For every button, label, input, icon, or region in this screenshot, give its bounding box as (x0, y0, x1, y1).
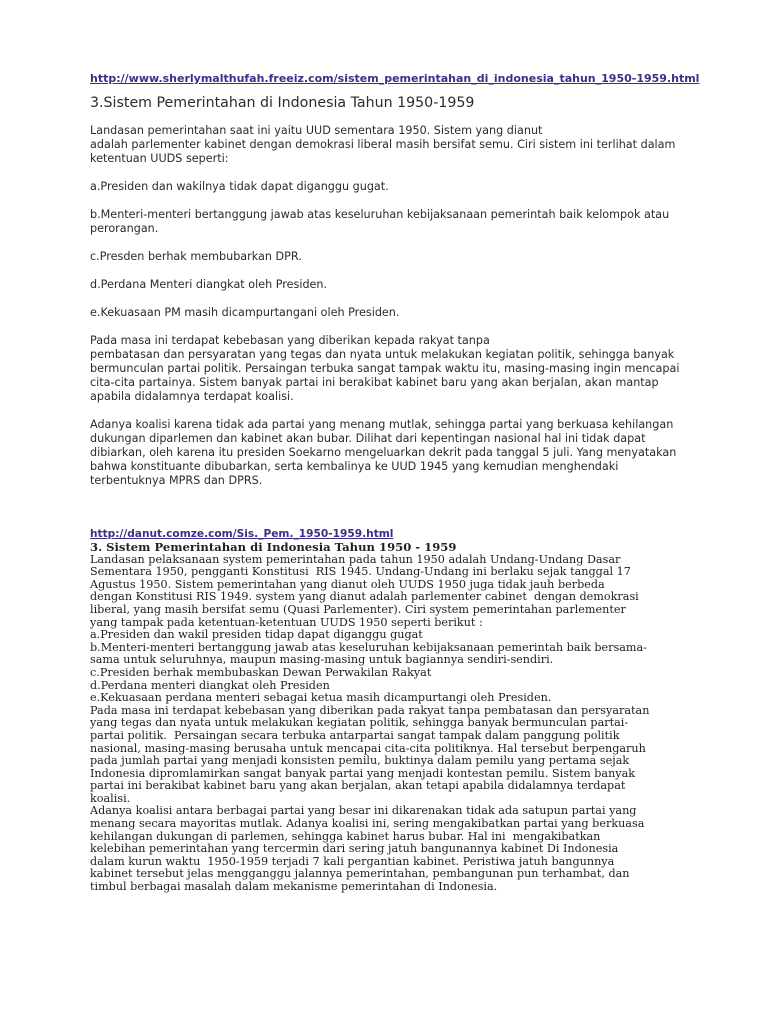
source-link-1[interactable]: http://www.sherlymalthufah.freeiz.com/sistem_pemerintahan_di_indonesia_tahun_1950-1959.html (90, 72, 700, 85)
body-line: partai ini berakibat kabinet baru yang akan berjalan, akan tetapi apabila didalamnya terdapat (90, 779, 626, 793)
body-line: Adanya koalisi antara berbagai partai yang besar ini dikarenakan tidak ada satupun partai yang (90, 804, 637, 818)
body-line: yang tegas dan nyata untuk melakukan kegiatan politik, sehingga banyak bermunculan partai- (90, 716, 629, 730)
section-1-title: 3.Sistem Pemerintahan di Indonesia Tahun 1950-1959 (90, 95, 475, 111)
source-link-2[interactable]: http://danut.comze.com/Sis._Pem._1950-1959.html (90, 528, 394, 540)
body-line: sama untuk seluruhnya, maupun masing-masing untuk bagiannya sendiri-sendiri. (90, 653, 554, 667)
section-2-title: 3. Sistem Pemerintahan di Indonesia Tahun 1950 - 1959 (90, 539, 457, 554)
section-1-intro: Landasan pemerintahan saat ini yaitu UUD sementara 1950. Sistem yang dianut adalah parlementer kabinet dengan demokrasi liberal masih bersifat semu. Ciri sistem ini terlihat dalam ketentuan UUDS seperti: (90, 124, 676, 165)
body-line: Landasan pelaksanaan system pemerintahan pada tahun 1950 adalah Undang-Undang Dasar (90, 552, 621, 566)
body-line: Pada masa ini terdapat kebebasan yang diberikan pada rakyat tanpa pembatasan dan persyaratan (90, 703, 650, 717)
body-line: a.Presiden dan wakil presiden tidap dapat diganggu gugat (90, 628, 423, 642)
section-1-item-a: a.Presiden dan wakilnya tidak dapat diganggu gugat. (90, 180, 389, 193)
body-line: dengan Konstitusi RIS 1949. system yang dianut adalah parlementer cabinet dengan demokrasi (90, 590, 639, 604)
section-1-paragraph-2: Adanya koalisi karena tidak ada partai yang menang mutlak, sehingga partai yang berkuasa kehilangan dukungan diparlemen dan kabinet akan bubar. Dilihat dari kepentingan nasional hal ini tidak dapat dibiarkan, oleh karena itu presiden Soekarno mengeluarkan dekrit pada tanggal 5 juli. Yang menyatakan bahwa konstituante dibubarkan, serta kembalinya ke UUD 1945 yang kemudian menghendaki terbentuknya MPRS dan DPRS. (90, 418, 677, 487)
body-line: timbul berbagai masalah dalam mekanisme pemerintahan di Indonesia. (90, 880, 498, 894)
body-line: c.Presiden berhak membubaskan Dewan Perwakilan Rakyat (90, 665, 432, 679)
body-line: yang tampak pada ketentuan-ketentuan UUDS 1950 seperti berikut : (90, 615, 483, 629)
body-line: koalisi. (90, 791, 131, 805)
body-line: menang secara mayoritas mutlak. Adanya koalisi ini, sering mengakibatkan partai yang berkuasa (90, 817, 645, 831)
body-line: d.Perdana menteri diangkat oleh Presiden (90, 678, 330, 692)
section-1-item-d: d.Perdana Menteri diangkat oleh Presiden. (90, 278, 328, 291)
document-page (90, 62, 700, 894)
body-line: Agustus 1950. Sistem pemerintahan yang dianut oleh UUDS 1950 juga tidak jauh berbeda (90, 577, 605, 591)
body-line: kabinet tersebut jelas mengganggu jalannya pemerintahan, pembangunan pun terhambat, dan (90, 867, 630, 881)
body-line: partai politik. Persaingan secara terbuka antarpartai sangat tampak dalam panggung politik (90, 728, 620, 742)
body-line: b.Menteri-menteri bertanggung jawab atas keseluruhan kebijaksanaan pemerintah baik bersama- (90, 640, 647, 654)
section-2-body (90, 554, 680, 894)
section-1-item-c: c.Presden berhak membubarkan DPR. (90, 250, 302, 263)
body-line: kelebihan pemerintahan yang tercermin dari sering jatuh bangunannya kabinet Di Indonesia (90, 842, 619, 856)
section-1 (90, 72, 700, 488)
section-1-item-e: e.Kekuasaan PM masih dicampurtangani oleh Presiden. (90, 306, 400, 319)
section-1-item-b: b.Menteri-menteri bertanggung jawab atas keseluruhan kebijaksanaan pemerintah baik kelompok atau perorangan. (90, 208, 670, 235)
body-line: Indonesia dipromlamirkan sangat banyak partai yang menjadi kontestan pemilu. Sistem banyak (90, 766, 636, 780)
section-2 (90, 528, 680, 894)
section-1-paragraph-1: Pada masa ini terdapat kebebasan yang diberikan kepada rakyat tanpa pembatasan dan persyaratan yang tegas dan nyata untuk melakukan kegiatan politik, sehingga banyak bermunculan partai politik. Persaingan terbuka sangat tampak waktu itu, masing-masing ingin mencapai cita-cita partainya. Sistem banyak partai ini berakibat kabinet baru yang akan berjalan, akan mantap apabila didalamnya terdapat koalisi. (90, 334, 680, 403)
body-line: nasional, masing-masing berusaha untuk mencapai cita-cita politiknya. Hal tersebut berpengaruh (90, 741, 646, 755)
body-line: kehilangan dukungan di parlemen, sehingga kabinet harus bubar. Hal ini mengakibatkan (90, 829, 601, 843)
body-line: pada jumlah partai yang menjadi konsisten pemilu, buktinya dalam pemilu yang pertama sejak (90, 754, 630, 768)
body-line: liberal, yang masih bersifat semu (Quasi Parlementer). Ciri system pemerintahan parlementer (90, 602, 626, 616)
body-line: Sementara 1950, pengganti Konstitusi RIS 1945. Undang-Undang ini berlaku sejak tanggal 17 (90, 565, 631, 579)
body-line: e.Kekuasaan perdana menteri sebagai ketua masih dicampurtangi oleh Presiden. (90, 691, 552, 705)
body-line: dalam kurun waktu 1950-1959 terjadi 7 kali pergantian kabinet. Peristiwa jatuh bangunnya (90, 854, 615, 868)
